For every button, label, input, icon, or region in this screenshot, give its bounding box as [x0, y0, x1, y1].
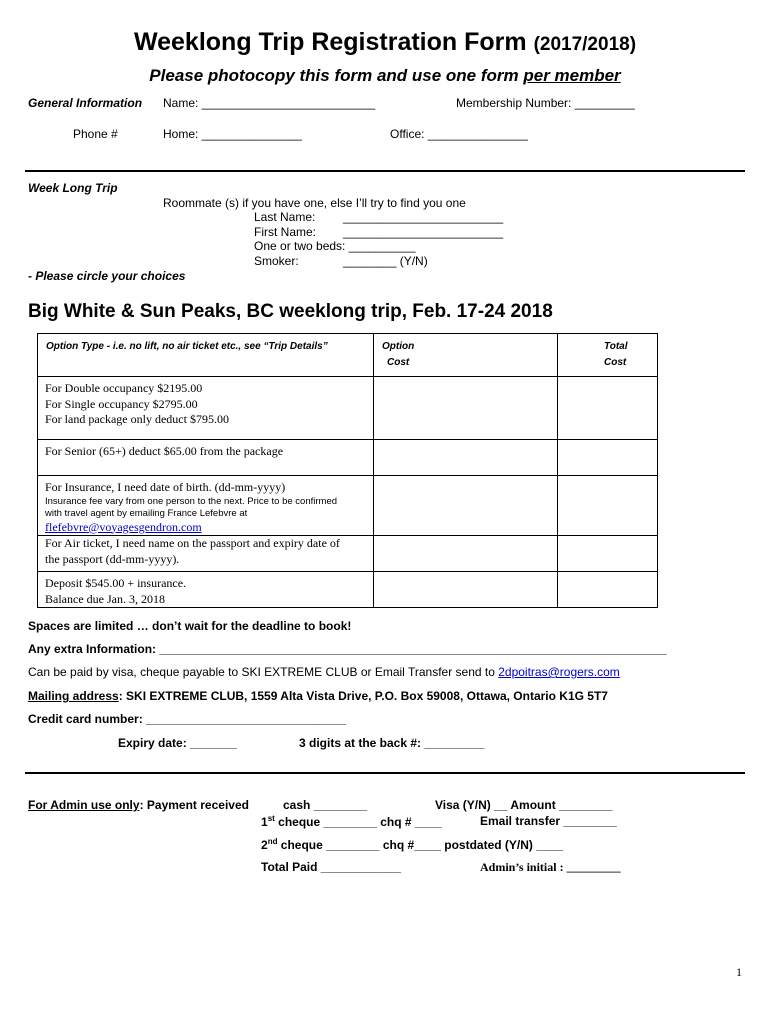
payment-email-link[interactable]: 2dpoitras@rogers.com	[498, 665, 620, 679]
credit-card-field[interactable]: Credit card number: ______________________________	[28, 712, 347, 726]
second-cheque-number: 2	[261, 838, 268, 852]
double-occupancy-option[interactable]: For Double occupancy $2195.00	[45, 381, 203, 395]
option-cost-cell[interactable]	[374, 440, 558, 476]
home-phone-field[interactable]: Home: _______________	[163, 127, 302, 141]
total-cost-cell[interactable]	[558, 476, 658, 536]
accommodation-options-cell[interactable]	[38, 377, 374, 440]
smoker-label: Smoker:	[254, 254, 299, 268]
deposit-cell	[38, 572, 374, 608]
cash-field[interactable]: cash ________	[283, 798, 368, 812]
roommate-intro: Roommate (s) if you have one, else I’ll try to find you one	[163, 196, 466, 210]
total-cost-cell[interactable]	[558, 377, 658, 440]
subtitle-text: Please photocopy this form and use one form	[149, 66, 524, 85]
office-phone-field[interactable]: Office: _______________	[390, 127, 528, 141]
insurance-note-line2: with travel agent by emailing France Lefebvre at	[45, 507, 248, 519]
option-cost-header-line1: Option	[382, 341, 415, 352]
option-type-header	[38, 334, 374, 377]
form-title	[0, 28, 770, 57]
total-cost-header-line1: Total	[604, 341, 628, 352]
option-cost-cell[interactable]	[374, 377, 558, 440]
option-cost-header-line2: Cost	[387, 357, 410, 368]
first-name-field[interactable]: ________________________	[343, 225, 504, 239]
title-text: Weeklong Trip Registration Form	[133, 28, 527, 56]
last-name-label: Last Name:	[254, 210, 316, 224]
insurance-option[interactable]: For Insurance, I need date of birth. (dd-mm-yyyy)	[45, 480, 286, 494]
beds-field[interactable]: One or two beds: __________	[254, 239, 416, 253]
payment-methods-text	[28, 665, 620, 679]
mailing-address-label: Mailing address	[28, 689, 119, 703]
subtitle-underlined: per member	[523, 66, 621, 85]
divider-2	[25, 772, 745, 774]
title-year: (2017/2018)	[533, 34, 637, 55]
payment-methods-label: Can be paid by visa, cheque payable to SKI EXTREME CLUB or Email Transfer send to	[28, 665, 499, 679]
expiry-date-field[interactable]: Expiry date: _______	[118, 736, 237, 750]
email-transfer-field[interactable]: Email transfer ________	[480, 814, 617, 828]
first-name-label: First Name:	[254, 225, 317, 239]
second-cheque-suffix: nd	[267, 837, 278, 846]
circle-choices-note: - Please circle your choices	[28, 269, 186, 283]
extra-information-field[interactable]: Any extra Information: ____________________________________________________________________________	[28, 642, 667, 656]
second-cheque-text: cheque ________ chq #____ postdated (Y/N) ____	[277, 838, 563, 852]
mailing-address	[28, 689, 608, 703]
option-cost-cell[interactable]	[374, 476, 558, 536]
option-type-header-text: Option Type - i.e. no lift, no air ticket etc., see “Trip Details”	[46, 341, 328, 352]
deposit-text: Deposit $545.00 + insurance.	[45, 576, 187, 590]
option-cost-cell[interactable]	[374, 536, 558, 572]
mailing-address-text: : SKI EXTREME CLUB, 1559 Alta Vista Drive, P.O. Box 59008, Ottawa, Ontario K1G 5T7	[118, 689, 608, 703]
insurance-option-cell[interactable]	[38, 476, 374, 536]
total-cost-cell[interactable]	[558, 572, 658, 608]
phone-label: Phone #	[73, 127, 118, 141]
admin-initial-field[interactable]: Admin’s initial : _________	[480, 860, 621, 874]
land-package-option[interactable]: For land package only deduct $795.00	[45, 412, 229, 426]
balance-due-text: Balance due Jan. 3, 2018	[45, 591, 165, 606]
senior-option[interactable]: For Senior (65+) deduct $65.00 from the package	[45, 444, 284, 458]
name-field[interactable]: Name: __________________________	[163, 96, 376, 110]
single-occupancy-option[interactable]: For Single occupancy $2795.00	[45, 396, 198, 411]
insurance-note-line1: Insurance fee vary from one person to the next. Price to be confirmed	[45, 495, 338, 507]
divider-1	[25, 170, 745, 172]
table-header-row	[38, 334, 658, 377]
spaces-limited-notice: Spaces are limited … don’t wait for the deadline to book!	[28, 619, 352, 633]
total-cost-cell[interactable]	[558, 440, 658, 476]
page-number: 1	[736, 965, 742, 979]
week-long-trip-label: Week Long Trip	[28, 181, 118, 195]
air-ticket-option-cell[interactable]	[38, 536, 374, 572]
first-cheque-suffix: st	[267, 814, 275, 823]
table-row	[38, 572, 658, 608]
admin-use-label-text: For Admin use only	[28, 798, 140, 812]
air-ticket-option-line1[interactable]: For Air ticket, I need name on the passport and expiry date of	[45, 536, 340, 550]
second-cheque-field[interactable]	[261, 837, 563, 852]
senior-option-cell[interactable]	[38, 440, 374, 476]
option-cost-header	[374, 334, 558, 377]
table-row	[38, 536, 658, 572]
smoker-field[interactable]: ________ (Y/N)	[343, 254, 428, 268]
table-row	[38, 440, 658, 476]
option-cost-cell[interactable]	[374, 572, 558, 608]
options-table	[37, 333, 658, 608]
visa-amount-field[interactable]: Visa (Y/N) __ Amount ________	[435, 798, 613, 812]
insurance-email-link[interactable]: flefebvre@voyagesgendron.com	[45, 519, 202, 534]
payment-received-label: : Payment received	[139, 798, 249, 812]
trip-heading: Big White & Sun Peaks, BC weeklong trip, Feb. 17-24 2018	[28, 301, 553, 322]
total-cost-header	[558, 334, 658, 377]
last-name-field[interactable]: ________________________	[343, 210, 504, 224]
first-cheque-number: 1	[261, 815, 268, 829]
first-cheque-text: cheque ________ chq # ____	[274, 815, 442, 829]
air-ticket-option-line2: the passport (dd-mm-yyyy).	[45, 551, 180, 566]
table-row	[38, 377, 658, 440]
general-information-label: General Information	[28, 96, 143, 110]
total-cost-header-line2: Cost	[604, 357, 627, 368]
admin-use-label	[28, 798, 249, 812]
cvv-field[interactable]: 3 digits at the back #: _________	[299, 736, 485, 750]
form-subtitle	[0, 66, 770, 86]
total-paid-field[interactable]: Total Paid ____________	[261, 860, 401, 874]
first-cheque-field[interactable]	[261, 814, 442, 829]
table-row	[38, 476, 658, 536]
membership-number-field[interactable]: Membership Number: _________	[456, 96, 635, 110]
total-cost-cell[interactable]	[558, 536, 658, 572]
